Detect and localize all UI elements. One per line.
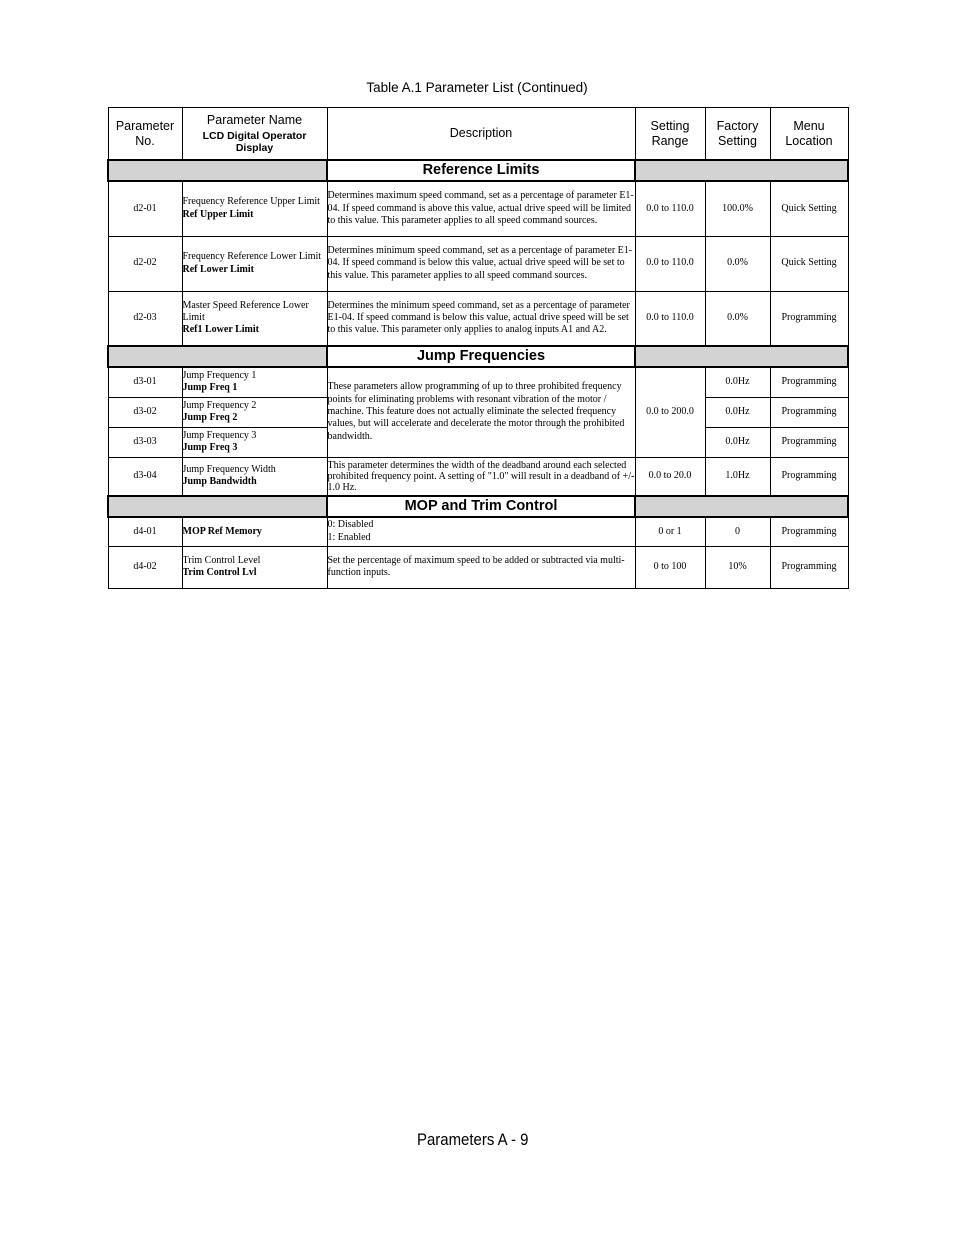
setting-range: 0.0 to 110.0: [635, 236, 705, 291]
table-row: [108, 457, 848, 496]
param-name: Jump Frequency 1: [182, 369, 257, 381]
section-shade-right: [635, 160, 848, 181]
option-enabled: 1: Enabled: [327, 531, 371, 543]
parameter-table: [107, 107, 849, 589]
option-disabled: 0: Disabled: [327, 519, 374, 531]
param-name-cell: [182, 236, 327, 291]
param-name-cell: [182, 291, 327, 346]
param-name: Frequency Reference Upper Limit: [182, 196, 320, 208]
table-caption: Table A.1 Parameter List (Continued): [366, 80, 588, 95]
header-factory-setting: Factory Setting: [705, 108, 770, 161]
header-menu-location: Menu Location: [770, 108, 848, 161]
setting-range: 0 or 1: [635, 517, 705, 546]
factory-setting: 10%: [705, 546, 770, 588]
menu-location: Programming: [770, 427, 848, 457]
menu-location: Programming: [770, 291, 848, 346]
param-no: d2-01: [108, 181, 182, 236]
table-row: [108, 367, 848, 397]
table-row: [108, 181, 848, 236]
menu-location: Quick Setting: [770, 236, 848, 291]
section-title: MOP and Trim Control: [327, 496, 635, 517]
param-display: Ref1 Lower Limit: [182, 324, 259, 336]
header-param-name: [182, 108, 327, 161]
param-display: Jump Bandwidth: [182, 476, 257, 488]
param-no: d2-02: [108, 236, 182, 291]
param-description: Determines the minimum speed command, set as a percentage of parameter E1-04. If speed command is below this value, actual drive speed will be set to this value. This parameter only applies to analog inputs A1 and A2.: [327, 291, 635, 346]
menu-location: Programming: [770, 546, 848, 588]
factory-setting: 1.0Hz: [705, 457, 770, 496]
table-row: [108, 517, 848, 546]
section-row-reference-limits: [108, 160, 848, 181]
factory-setting: 0.0Hz: [705, 367, 770, 397]
menu-location: Programming: [770, 457, 848, 496]
param-no: d3-03: [108, 427, 182, 457]
param-description: This parameter determines the width of the deadband around each selected prohibited frequency point. A setting of "1.0" will result in a deadband of +/- 1.0 Hz.: [327, 457, 635, 496]
factory-setting: 0.0%: [705, 236, 770, 291]
menu-location: Quick Setting: [770, 181, 848, 236]
param-display: Ref Upper Limit: [182, 208, 254, 220]
section-shade-right: [635, 496, 848, 517]
param-display: Jump Freq 3: [182, 442, 238, 453]
param-name-cell: [182, 546, 327, 588]
section-row-jump-frequencies: [108, 346, 848, 367]
param-description: These parameters allow programming of up to three prohibited frequency points for eliminating problems with resonant vibration of the motor / machine. This feature does not actually eliminate the selected frequency values, but will accelerate and decelerate the motor through the prohibited bandwidth.: [327, 367, 635, 457]
page-footer: Parameters A - 9: [417, 1130, 529, 1149]
table-row: [108, 236, 848, 291]
param-name: Jump Frequency 3: [182, 429, 257, 441]
param-name: Jump Frequency Width: [182, 463, 276, 475]
header-lcd-display: LCD Digital Operator Display: [202, 130, 307, 154]
setting-range: 0.0 to 110.0: [635, 291, 705, 346]
header-setting-range: Setting Range: [635, 108, 705, 161]
param-display: Jump Freq 1: [182, 382, 238, 394]
setting-range: 0 to 100: [635, 546, 705, 588]
param-name-cell: [182, 457, 327, 496]
param-no: d4-01: [108, 517, 182, 546]
param-name-cell: [182, 181, 327, 236]
section-title: Jump Frequencies: [327, 346, 635, 367]
section-shade-left: [108, 496, 327, 517]
param-name-cell: [182, 397, 327, 427]
table-row: [108, 546, 848, 588]
factory-setting: 0.0Hz: [705, 397, 770, 427]
menu-location: Programming: [770, 517, 848, 546]
param-description: Set the percentage of maximum speed to be added or subtracted via multi-function inputs.: [327, 546, 635, 588]
setting-range: 0.0 to 200.0: [635, 367, 705, 457]
param-display: MOP Ref Memory: [182, 525, 262, 537]
menu-location: Programming: [770, 397, 848, 427]
param-no: d3-02: [108, 397, 182, 427]
param-name-cell: [182, 427, 327, 457]
param-display: Trim Control Lvl: [182, 567, 257, 578]
param-name: Master Speed Reference Lower Limit: [182, 299, 309, 324]
param-name: Jump Frequency 2: [182, 399, 257, 411]
param-description: Determines minimum speed command, set as a percentage of parameter E1-04. If speed command is below this value, actual drive speed will be set to this value. This parameter applies to all speed command sources.: [327, 236, 635, 291]
header-param-no: Parameter No.: [108, 108, 182, 161]
param-no: d3-04: [108, 457, 182, 496]
param-display: Jump Freq 2: [182, 412, 238, 423]
setting-range: 0.0 to 20.0: [635, 457, 705, 496]
section-row-mop-trim: [108, 496, 848, 517]
section-shade-left: [108, 346, 327, 367]
factory-setting: 100.0%: [705, 181, 770, 236]
param-no: d4-02: [108, 546, 182, 588]
param-name: Trim Control Level: [182, 554, 261, 566]
header-param-name-label: Parameter Name: [206, 113, 303, 127]
header-description: Description: [327, 108, 635, 161]
param-name-cell: [182, 367, 327, 397]
table-row: [108, 291, 848, 346]
param-display: Ref Lower Limit: [182, 263, 254, 275]
factory-setting: 0.0Hz: [705, 427, 770, 457]
param-no: d3-01: [108, 367, 182, 397]
setting-range: 0.0 to 110.0: [635, 181, 705, 236]
table-header-row: [108, 108, 848, 161]
param-name-cell: [182, 517, 327, 546]
param-no: d2-03: [108, 291, 182, 346]
param-description: [327, 517, 635, 546]
param-name: Frequency Reference Lower Limit: [182, 251, 322, 263]
section-shade-left: [108, 160, 327, 181]
section-shade-right: [635, 346, 848, 367]
factory-setting: 0.0%: [705, 291, 770, 346]
param-description: Determines maximum speed command, set as a percentage of parameter E1-04. If speed command is above this value, actual drive speed will be limited to this value. This parameter applies to all speed command sources.: [327, 181, 635, 236]
section-title: Reference Limits: [327, 160, 635, 181]
menu-location: Programming: [770, 367, 848, 397]
factory-setting: 0: [705, 517, 770, 546]
